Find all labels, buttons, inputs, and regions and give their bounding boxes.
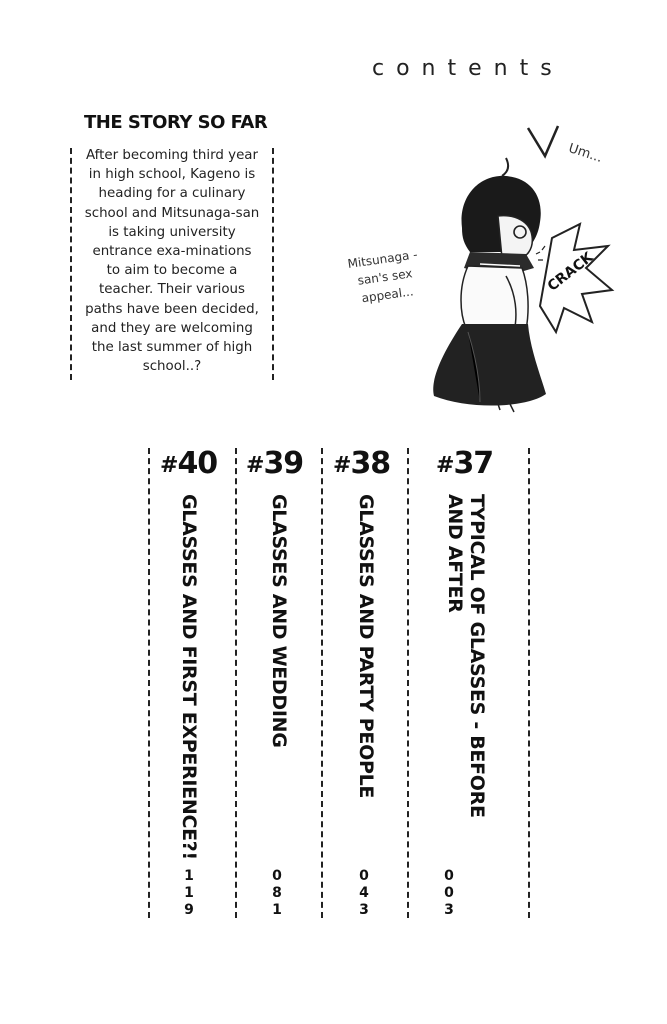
chapter-number: #37 — [436, 446, 494, 481]
chapter-title: TYPICAL OF GLASSES - BEFORE AND AFTER — [444, 494, 488, 818]
um-text: Um... — [566, 141, 605, 166]
story-heading: THE STORY SO FAR — [84, 112, 268, 133]
chapter-page: 043 — [359, 868, 369, 918]
illustration — [330, 118, 620, 418]
chapter-number: #39 — [246, 446, 304, 481]
contents-title: contents — [372, 56, 564, 81]
chapter-number: #38 — [333, 446, 391, 481]
chapter-page: 119 — [184, 868, 194, 918]
chapter-divider — [321, 448, 323, 918]
story-text: After becoming third year in high school, Kageno is heading for a culinary school and Mitsunaga-san is taking university entrance exa-minations to aim to become a teacher. Their various paths have been decided, and they are welcoming the last summer of high school..? — [84, 148, 260, 375]
chapter-number: #40 — [160, 446, 218, 481]
chapter-title: GLASSES AND FIRST EXPERIENCE?! — [178, 494, 200, 860]
chapter-page: 003 — [444, 868, 454, 918]
caption-text: Mitsunaga -san's sex appeal... — [346, 247, 419, 306]
chapter-divider — [235, 448, 237, 918]
chapter-divider — [148, 448, 150, 918]
chapter-title: GLASSES AND PARTY PEOPLE — [355, 494, 377, 799]
crack-text: CRACK — [544, 249, 597, 295]
chapter-divider — [407, 448, 409, 918]
chapter-divider — [528, 448, 530, 918]
chapter-title: GLASSES AND WEDDING — [268, 494, 290, 748]
chapter-page: 081 — [272, 868, 282, 918]
